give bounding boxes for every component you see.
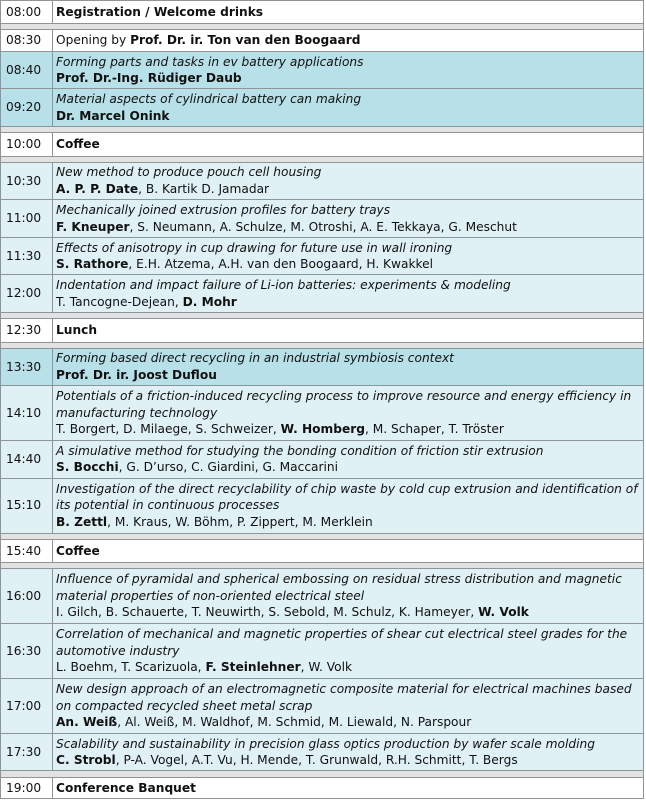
talk-title: Forming based direct recycling in an industrial symbiosis context — [56, 351, 454, 366]
time-cell: 15:10 — [1, 478, 53, 533]
talk-title: Effects of anisotropy in cup drawing for future use in wall ironing — [56, 240, 453, 255]
talk-authors — [56, 752, 640, 769]
talk-authors — [56, 294, 640, 311]
talk-authors — [56, 659, 640, 676]
schedule-talk-row — [1, 200, 644, 238]
talk-authors — [56, 421, 640, 438]
time-cell: 11:30 — [1, 237, 53, 275]
description-cell — [53, 441, 644, 479]
presenting-author: Dr. Marcel Onink — [56, 108, 170, 123]
talk-authors — [56, 367, 640, 384]
author-list: , S. Neumann, A. Schulze, M. Otroshi, A. E. Tekkaya, G. Meschut — [129, 219, 517, 234]
schedule-talk-row — [1, 624, 644, 679]
schedule-talk-row — [1, 162, 644, 200]
time-cell: 15:40 — [1, 539, 53, 562]
description-cell — [53, 777, 644, 798]
author-list: L. Boehm, T. Scarizuola, — [56, 660, 206, 675]
time-cell: 14:40 — [1, 441, 53, 479]
presenting-author: S. Bocchi — [56, 460, 119, 475]
time-cell: 08:40 — [1, 51, 53, 89]
talk-title: Mechanically joined extrusion profiles for battery trays — [56, 203, 391, 217]
event-label: Prof. Dr. ir. Ton van den Boogaard — [130, 33, 361, 48]
description-cell — [53, 624, 644, 679]
schedule-talk-row — [1, 275, 644, 313]
presenting-author: W. Volk — [478, 605, 529, 620]
talk-title: Correlation of mechanical and magnetic properties of shear cut electrical steel grades for the automotive industry — [56, 627, 628, 658]
schedule-event-row — [1, 777, 644, 798]
talk-title: New design approach of an electromagnetic composite material for electrical machines based on compacted recycled sheet metal scrap — [56, 682, 632, 713]
event-label: Coffee — [56, 137, 100, 152]
author-list: , P-A. Vogel, A.T. Vu, H. Mende, T. Grunwald, R.H. Schmitt, T. Bergs — [115, 753, 518, 768]
time-cell: 17:30 — [1, 733, 53, 771]
schedule-talk-row — [1, 51, 644, 89]
talk-title: Material aspects of cylindrical battery can making — [56, 92, 362, 107]
time-cell: 16:00 — [1, 569, 53, 624]
description-cell — [53, 539, 644, 562]
time-cell: 16:30 — [1, 624, 53, 679]
event-label: Registration / Welcome drinks — [56, 4, 264, 19]
talk-title: Forming parts and tasks in ev battery applications — [56, 54, 364, 69]
schedule-talk-row — [1, 89, 644, 127]
description-cell — [53, 678, 644, 733]
event-prefix: Opening by — [56, 33, 131, 48]
schedule-talk-row — [1, 386, 644, 441]
presenting-author: F. Steinlehner — [205, 660, 301, 675]
author-list: I. Gilch, B. Schauerte, T. Neuwirth, S. Sebold, M. Schulz, K. Hameyer, — [56, 605, 479, 620]
author-list: , G. D’urso, C. Giardini, G. Maccarini — [118, 460, 338, 475]
author-list: , Al. Weiß, M. Waldhof, M. Schmid, M. Liewald, N. Parspour — [117, 715, 472, 730]
schedule-talk-row — [1, 733, 644, 771]
time-cell: 17:00 — [1, 678, 53, 733]
talk-authors — [56, 219, 640, 236]
description-cell — [53, 89, 644, 127]
event-label: Conference Banquet — [56, 780, 196, 795]
time-cell: 14:10 — [1, 386, 53, 441]
presenting-author: An. Weiß — [56, 715, 118, 730]
talk-authors — [56, 514, 640, 531]
author-list: , M. Schaper, T. Tröster — [364, 422, 504, 437]
talk-title: New method to produce pouch cell housing — [56, 165, 322, 180]
time-cell: 12:00 — [1, 275, 53, 313]
time-cell: 12:30 — [1, 319, 53, 342]
talk-title: Scalability and sustainability in precision glass optics production by wafer scale molding — [56, 736, 595, 751]
talk-authors — [56, 181, 640, 198]
presenting-author: D. Mohr — [182, 294, 237, 309]
schedule-talk-row — [1, 441, 644, 479]
talk-title: Potentials of a friction-induced recycling process to improve resource and energy efficiency in manufacturing technology — [56, 389, 632, 420]
schedule-event-row — [1, 30, 644, 51]
author-list: T. Borgert, D. Milaege, S. Schweizer, — [56, 422, 281, 437]
description-cell — [53, 569, 644, 624]
presenting-author: Prof. Dr.-Ing. Rüdiger Daub — [56, 71, 242, 86]
description-cell — [53, 1, 644, 24]
schedule-event-row — [1, 539, 644, 562]
presenting-author: F. Kneuper — [56, 219, 130, 234]
description-cell — [53, 733, 644, 771]
talk-title: A simulative method for studying the bonding condition of friction stir extrusion — [56, 443, 544, 458]
schedule-talk-row — [1, 678, 644, 733]
schedule-talk-row — [1, 569, 644, 624]
description-cell — [53, 162, 644, 200]
presenting-author: C. Strobl — [56, 753, 116, 768]
schedule-event-row — [1, 319, 644, 342]
schedule-talk-row — [1, 237, 644, 275]
time-cell: 10:30 — [1, 162, 53, 200]
time-cell: 08:00 — [1, 1, 53, 24]
description-cell — [53, 237, 644, 275]
description-cell — [53, 275, 644, 313]
event-label: Lunch — [56, 323, 98, 338]
schedule-event-row — [1, 133, 644, 156]
time-cell: 10:00 — [1, 133, 53, 156]
author-list: , B. Kartik D. Jamadar — [138, 181, 270, 196]
talk-authors — [56, 604, 640, 621]
presenting-author: S. Rathore — [56, 257, 129, 272]
description-cell — [53, 478, 644, 533]
description-cell — [53, 200, 644, 238]
talk-authors — [56, 70, 640, 87]
talk-authors — [56, 256, 640, 273]
description-cell — [53, 348, 644, 386]
talk-authors — [56, 108, 640, 125]
schedule-body — [1, 1, 644, 799]
schedule-talk-row — [1, 478, 644, 533]
talk-authors — [56, 459, 640, 476]
presenting-author: B. Zettl — [56, 514, 108, 529]
presenting-author: A. P. P. Date — [56, 181, 139, 196]
description-cell — [53, 319, 644, 342]
schedule-event-row — [1, 1, 644, 24]
description-cell — [53, 133, 644, 156]
talk-title: Investigation of the direct recyclability of chip waste by cold cup extrusion and identification of its potential in continuous processes — [56, 481, 638, 513]
talk-title: Indentation and impact failure of Li-ion batteries: experiments & modeling — [56, 278, 511, 293]
event-label: Coffee — [56, 543, 100, 558]
presenting-author: Prof. Dr. ir. Joost Duflou — [56, 367, 217, 382]
schedule-talk-row — [1, 348, 644, 386]
time-cell: 11:00 — [1, 200, 53, 238]
description-cell — [53, 386, 644, 441]
talk-authors — [56, 714, 640, 731]
author-list: , W. Volk — [300, 660, 353, 675]
author-list: , E.H. Atzema, A.H. van den Boogaard, H. Kwakkel — [128, 257, 434, 272]
description-cell — [53, 30, 644, 51]
author-list: , M. Kraus, W. Böhm, P. Zippert, M. Merklein — [107, 514, 373, 529]
time-cell: 13:30 — [1, 348, 53, 386]
time-cell: 08:30 — [1, 30, 53, 51]
description-cell — [53, 51, 644, 89]
time-cell: 09:20 — [1, 89, 53, 127]
time-cell: 19:00 — [1, 777, 53, 798]
presenting-author: W. Homberg — [280, 422, 365, 437]
author-list: T. Tancogne-Dejean, — [56, 294, 183, 309]
talk-title: Influence of pyramidal and spherical embossing on residual stress distribution and magnetic material properties of non-oriented electrical steel — [56, 572, 622, 603]
